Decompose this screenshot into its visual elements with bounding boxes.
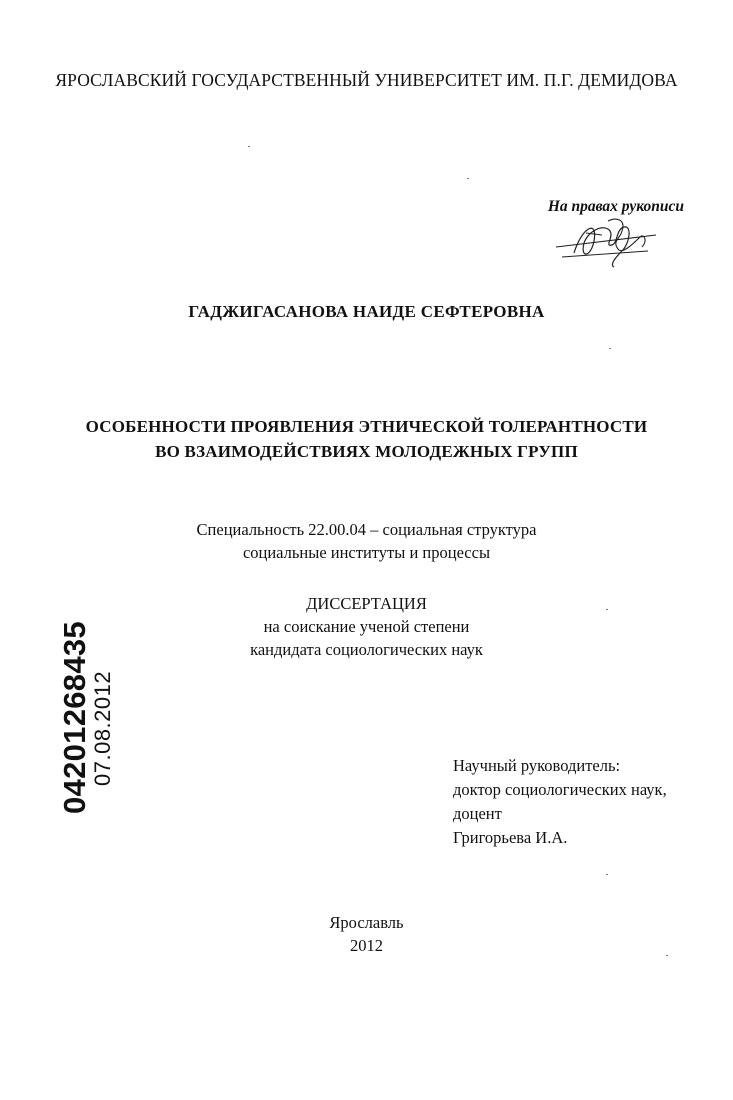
supervisor-block: [453, 754, 667, 850]
library-stamp: [57, 621, 116, 814]
title-line-2: ВО ВЗАИМОДЕЙСТВИЯХ МОЛОДЕЖНЫХ ГРУПП: [155, 442, 578, 461]
title-line-1: ОСОБЕННОСТИ ПРОЯВЛЕНИЯ ЭТНИЧЕСКОЙ ТОЛЕРАНТНОСТИ: [85, 417, 648, 436]
specialty-line-2: социальные институты и процессы: [242, 543, 491, 562]
specialty-line-1: Специальность 22.00.04 – социальная структура: [196, 520, 537, 539]
year: 2012: [350, 936, 383, 955]
scan-speck: [609, 348, 611, 349]
stamp-date: 07.08.2012: [90, 670, 115, 786]
dissertation-heading: ДИССЕРТАЦИЯ: [306, 594, 427, 613]
scan-speck: [666, 955, 668, 956]
scan-speck: [606, 874, 608, 875]
signature-icon: [552, 213, 662, 269]
university-name: ЯРОСЛАВСКИЙ ГОСУДАРСТВЕННЫЙ УНИВЕРСИТЕТ ИМ. П.Г. ДЕМИДОВА: [55, 70, 678, 90]
scan-speck: [606, 609, 608, 610]
scan-speck: [248, 146, 250, 147]
manuscript-note: На правах рукописи: [547, 198, 684, 215]
city: Ярославль: [329, 913, 404, 932]
dissertation-line-2: кандидата социологических наук: [250, 640, 483, 659]
supervisor-label: Научный руководитель:: [453, 756, 621, 775]
supervisor-degree: доктор социологических наук,: [453, 780, 667, 799]
supervisor-name: Григорьева И.А.: [453, 828, 568, 847]
dissertation-line-1: на соискание ученой степени: [263, 617, 470, 636]
stamp-number: 04201268435: [57, 621, 92, 814]
dissertation-title: [0, 414, 733, 464]
scan-speck: [467, 178, 469, 179]
supervisor-rank: доцент: [453, 804, 502, 823]
specialty-block: [0, 518, 733, 564]
city-year-block: [0, 911, 733, 957]
author-name: ГАДЖИГАСАНОВА НАИДЕ СЕФТЕРОВНА: [188, 302, 545, 321]
